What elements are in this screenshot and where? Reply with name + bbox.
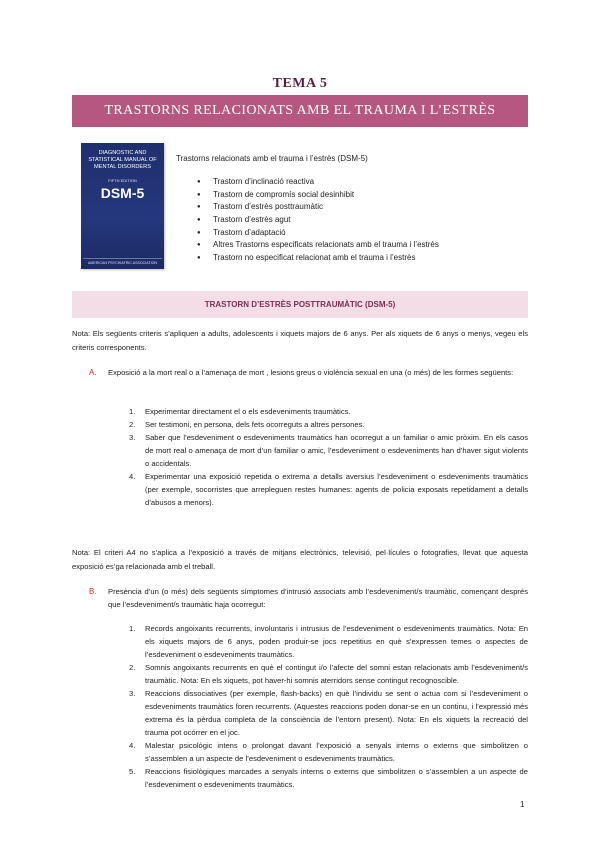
item-number: 1. [129,407,136,416]
list-item: ● Trastorn d’estrès agut [197,215,439,228]
item-text: Records angoixants recurrents, involuntaris i intrusius de l’esdeveniment o esdeveniments traumàtics. Nota: En els xiquets majors de 6 anys, poden produir-se jocs repetitius en què s’expressen temes o aspectes de l’esdeveniment o esdeveniments traumàtics. [145,624,528,659]
criterion-text: Presència d’un (o més) dels següents símptomes d’intrusió associats amb l’esdeveniment/s traumàtic, començant després que l’esdeveniment/s traumàtic haja ocorregut: [108,587,528,609]
list-item [129,661,528,687]
list-item: ● Trastorn de compromís social desinhibit [197,190,439,203]
item-number: 2. [129,420,136,429]
list-item [129,765,528,791]
note-paragraph: Nota: Els següents criteris s’apliquen a adults, adolescents i xiquets majors de 6 anys. Per als xiquets de 6 anys o menys, vegeu els criteris corresponents. [72,329,528,352]
list-item [129,622,528,661]
list-item [129,405,528,418]
item-number: 3. [129,433,136,442]
book-title: DIAGNOSTIC AND STATISTICAL MANUAL OF MENTAL DISORDERS [88,150,157,170]
item-text: Saber que l’esdeveniment o esdeveniments traumàtics han ocorregut a un familiar o amic pròxim. En els casos de mort real o amenaça de mort d’un familiar o amic, l’esdeveniment o esdeveniments han d’haver sigut violents o accidentals. [145,433,528,468]
item-number: 2. [129,663,136,672]
list-item [129,470,528,509]
item-text: Experimentar una exposició repetida o extrema a detalls aversius l’esdeveniment o esdeveniments traumàtics (per exemple, socorristes que arrepleguen restes humanes: agents de policia exposats repetidament a detalls d’abusos a menors). [145,472,528,507]
list-item: ● Trastorn d’inclinació reactiva [197,177,439,190]
item-text: Somnis angoixants recurrents en què el contingut i/o l’afecte del somni estan relacionats amb l’esdeveniment/s traumàtic. Nota: En els xiquets, pot haver-hi somnis aterridors sense contingut recognoscible. [145,663,528,685]
item-text: Experimentar directament el o els esdeveniments traumàtics. [145,407,351,416]
book-publisher: AMERICAN PSYCHIATRIC ASSOCIATION [83,258,162,265]
item-text: Reaccions dissociatives (per exemple, flash-backs) en què l’individu se sent o actua com si l’esdeveniment o esdeveniments traumàtics foren recurrents. (Aquestes reaccions poden donar-se en un continu, i l’expressió més extrema és la pèrdua completa de la consciència de l’entorn present). Nota: En els xiquets la recreació del trauma pot ocórrer en el joc. [145,689,528,737]
criterion-letter: B. [89,587,97,596]
item-text: Reaccions fisiològiques marcades a senyals interns o externs que simbolitzen o s’assemblen a un aspecte de l’esdeveniment o esdeveniments traumàtics. [145,767,528,789]
list-item [129,739,528,765]
list-item [129,431,528,470]
list-item [129,418,528,431]
item-number: 4. [129,741,136,750]
item-number: 1. [129,624,136,633]
item-number: 3. [129,689,136,698]
section-heading: TRASTORN D’ESTRÈS POSTTRAUMÀTIC (DSM-5) [72,291,528,318]
topic-number: TEMA 5 [272,76,328,91]
list-item: ● Trastorn d’estrès posttraumàtic [197,202,439,215]
criterion-a-list [129,405,528,509]
intro-text: Trastorns relacionats amb el trauma i l’estrès (DSM-5) [176,154,368,163]
topic-title-banner: TRASTORNS RELACIONATS AMB EL TRAUMA I L’ESTRÈS [72,95,528,127]
page-number: 1 [520,800,525,809]
item-number: 5. [129,767,136,776]
dsm5-book-cover [81,143,164,269]
criterion-letter: A. [89,368,97,377]
item-text: Ser testimoni, en persona, dels fets ocorreguts a altres persones. [145,420,365,429]
note-paragraph: Nota: El criteri A4 no s’aplica a l’exposició a través de mitjans electrònics, televisió, pel·lícules o fotografies, llevat que aquesta exposició es’ga relacionada amb el treball. [72,548,528,571]
list-item: ● Trastorn no especificat relacionat amb el trauma i l’estrès [197,253,439,266]
criterion-b-list [129,622,528,791]
item-number: 4. [129,472,136,481]
criterion-text: Exposició a la mort real o a l’amenaça de mort , lesions greus o violència sexual en una (o més) de les formes següents: [108,368,514,377]
list-item: ● Trastorn d’adaptació [197,228,439,241]
disorder-list [197,177,439,266]
item-text: Malestar psicològic intens o prolongat davant l’exposició a senyals interns o externs que simbolitzen o s’assemblen a un aspecte de l’esdeveniment o esdeveniments traumàtics. [145,741,528,763]
book-label: DSM-5 [100,185,145,201]
list-item: ● Altres Trastorns especificats relacionats amb el trauma i l’estrès [197,240,439,253]
list-item [129,687,528,739]
book-edition: FIFTH EDITION [108,178,137,183]
